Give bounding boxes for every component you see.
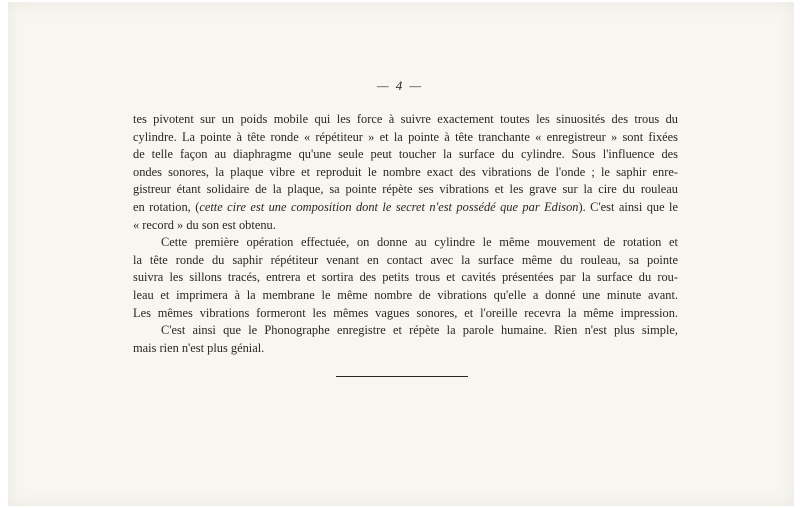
text-line: la tête ronde du saphir répétiteur venant en contact avec la surface même du rouleau, sa pointe (133, 252, 678, 267)
text-line: tes pivotent sur un poids mobile qui les force à suivre exactement toutes les sinuosités des trous du (133, 112, 678, 126)
text-line: « record » du son est obtenu. (133, 217, 276, 232)
page-number: — 4 — (376, 78, 424, 93)
body-text (133, 111, 678, 357)
text-line: cylindre. La pointe à tête ronde « répétiteur » et la pointe à tête tranchante « enregistreur » sont fixées (133, 129, 678, 144)
paragraph-2 (133, 234, 678, 322)
text-line: suivra les sillons tracés, entrera et sortira des petits trous et cavités présentées par la surface du rou- (133, 270, 678, 285)
closing-rule (336, 376, 468, 377)
text-line: Les mêmes vibrations formeront les mêmes vagues sonores, et l'oreille recevra la même impression. (133, 305, 678, 320)
text-line: Cette première opération effectuée, on donne au cylindre le même mouvement de rotation et (161, 235, 678, 250)
text-line: gistreur étant solidaire de la plaque, sa pointe répète ses vibrations et les grave sur la cire du rouleau (133, 182, 678, 197)
text-line: leau et imprimera à la membrane le même nombre de vibrations qu'elle a donné une minute avant. (133, 287, 678, 302)
paragraph-1 (133, 111, 678, 234)
text-line-with-italic: en rotation, (cette cire est une composition dont le secret n'est possédé que par Edison). C'est ainsi que le (133, 199, 678, 214)
text-line: mais rien n'est plus génial. (133, 340, 265, 355)
text-line: de telle façon au diaphragme qu'une seule peut toucher la surface du cylindre. Sous l'influence des (133, 147, 678, 162)
paragraph-3 (133, 322, 678, 357)
text-line: ondes sonores, la plaque vibre et reproduit le nombre exact des vibrations de l'onde ; le saphir enre- (133, 164, 678, 179)
text-line: C'est ainsi que le Phonographe enregistre et répète la parole humaine. Rien n'est plus simple, (161, 323, 678, 338)
